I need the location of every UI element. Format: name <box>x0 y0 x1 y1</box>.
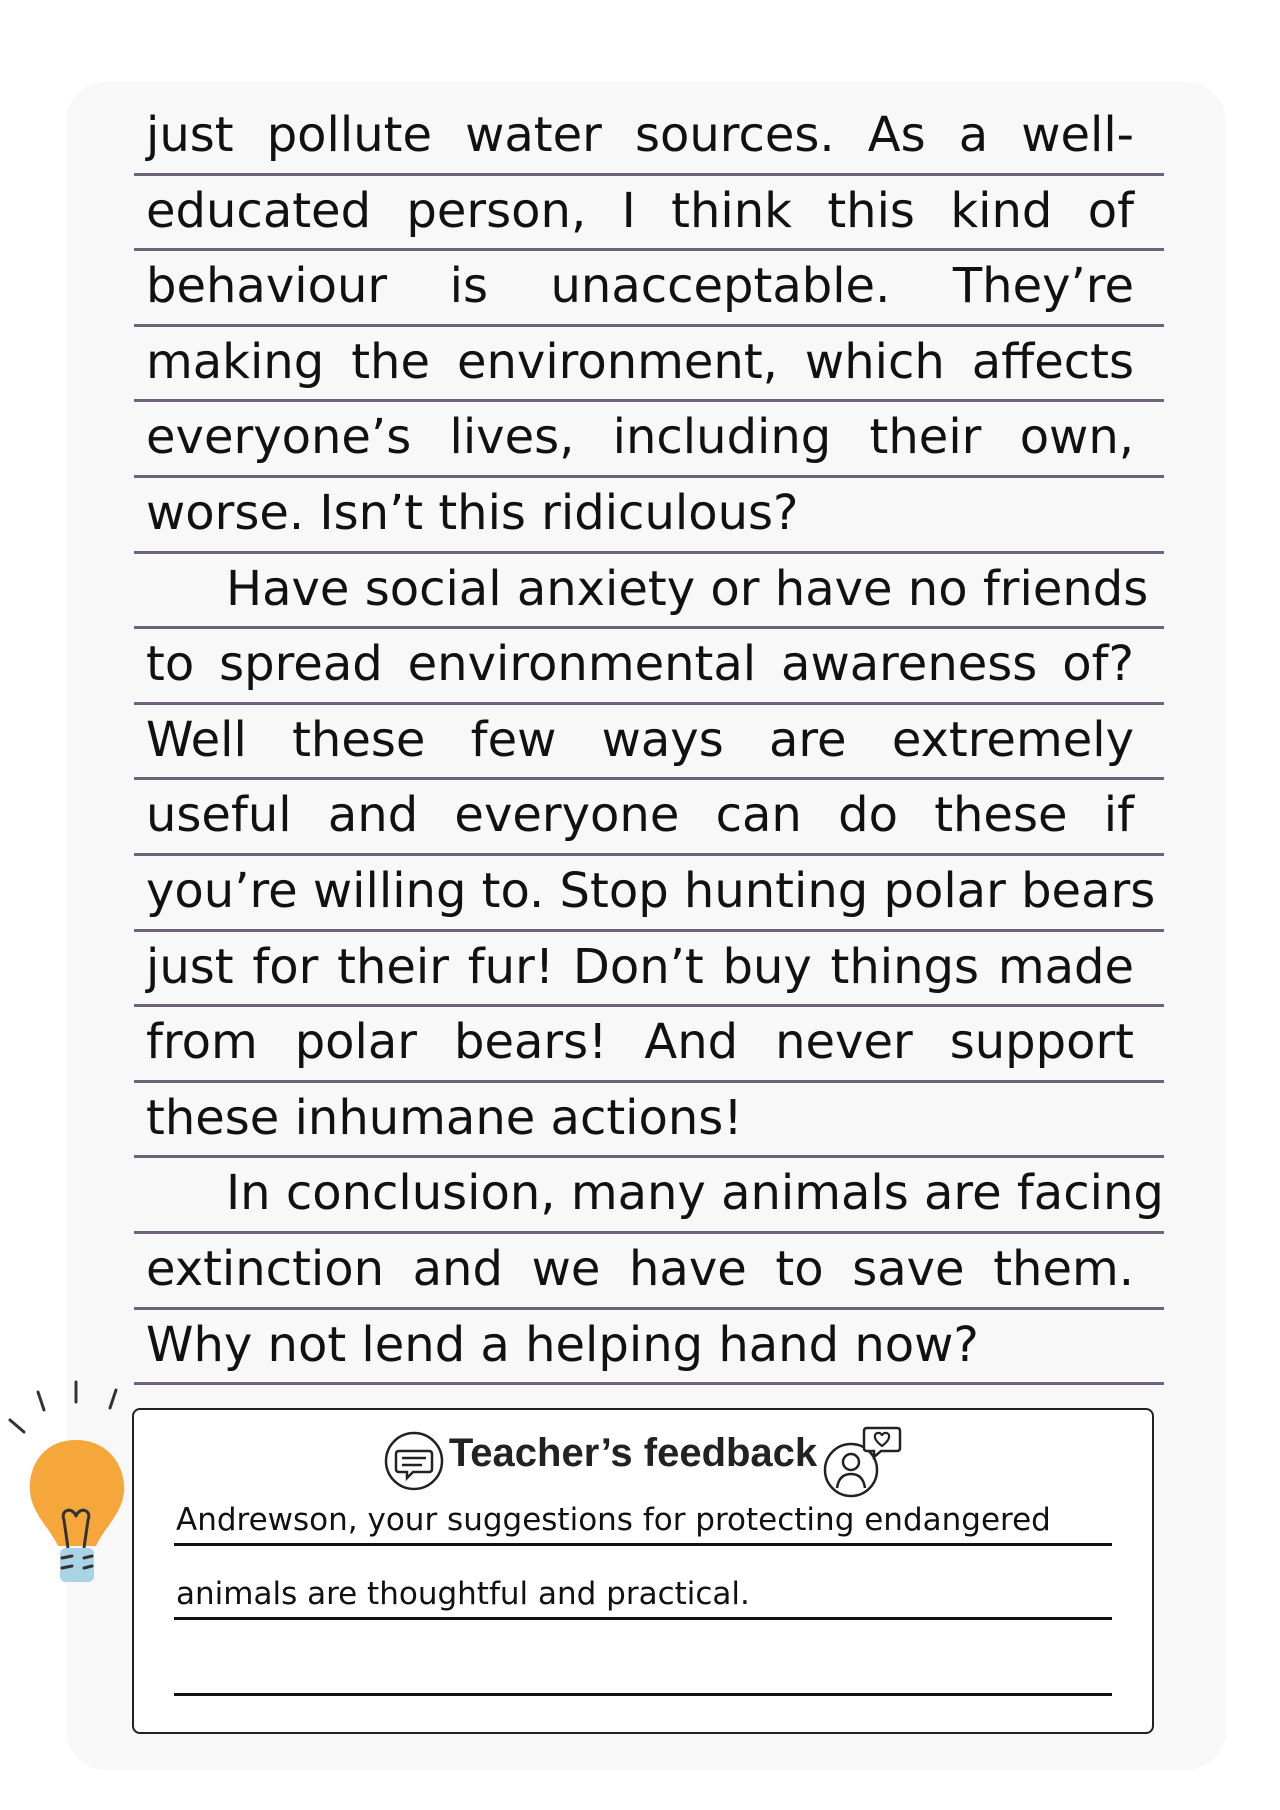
essay-line: useful and everyone can do these if <box>134 780 1164 856</box>
essay-line: making the environment, which affects <box>134 327 1164 403</box>
feedback-line: animals are thoughtful and practical. <box>174 1572 1112 1620</box>
essay-line: Well these few ways are extremely <box>134 705 1164 781</box>
feedback-line <box>174 1648 1112 1696</box>
essay-line: behaviour is unacceptable. They’re <box>134 251 1164 327</box>
essay-line: extinction and we have to save them. <box>134 1234 1164 1310</box>
essay-line: just for their fur! Don’t buy things made <box>134 932 1164 1008</box>
teacher-feedback-box <box>132 1408 1154 1734</box>
essay-line: everyone’s lives, including their own, <box>134 402 1164 478</box>
essay-line: from polar bears! And never support <box>134 1007 1164 1083</box>
essay-line: to spread environmental awareness of? <box>134 629 1164 705</box>
essay-line: just pollute water sources. As a well- <box>134 100 1164 176</box>
feedback-title-text: Teacher’s feedback <box>448 1430 818 1475</box>
essay-line: worse. Isn’t this ridiculous? <box>134 478 1164 554</box>
essay-line: In conclusion, many animals are facing <box>134 1158 1164 1234</box>
feedback-line: Andrewson, your suggestions for protecting endangered <box>174 1498 1112 1546</box>
feedback-title <box>134 1422 1152 1500</box>
essay-line: Why not lend a helping hand now? <box>134 1310 1164 1386</box>
essay-line: educated person, I think this kind of <box>134 176 1164 252</box>
essay-body <box>134 100 1164 1385</box>
essay-line: you’re willing to. Stop hunting polar bears <box>134 856 1164 932</box>
user-feedback-icon <box>821 1422 903 1500</box>
essay-line: Have social anxiety or have no friends <box>134 554 1164 630</box>
essay-line: these inhumane actions! <box>134 1083 1164 1159</box>
chat-bubble-icon <box>383 1427 445 1495</box>
